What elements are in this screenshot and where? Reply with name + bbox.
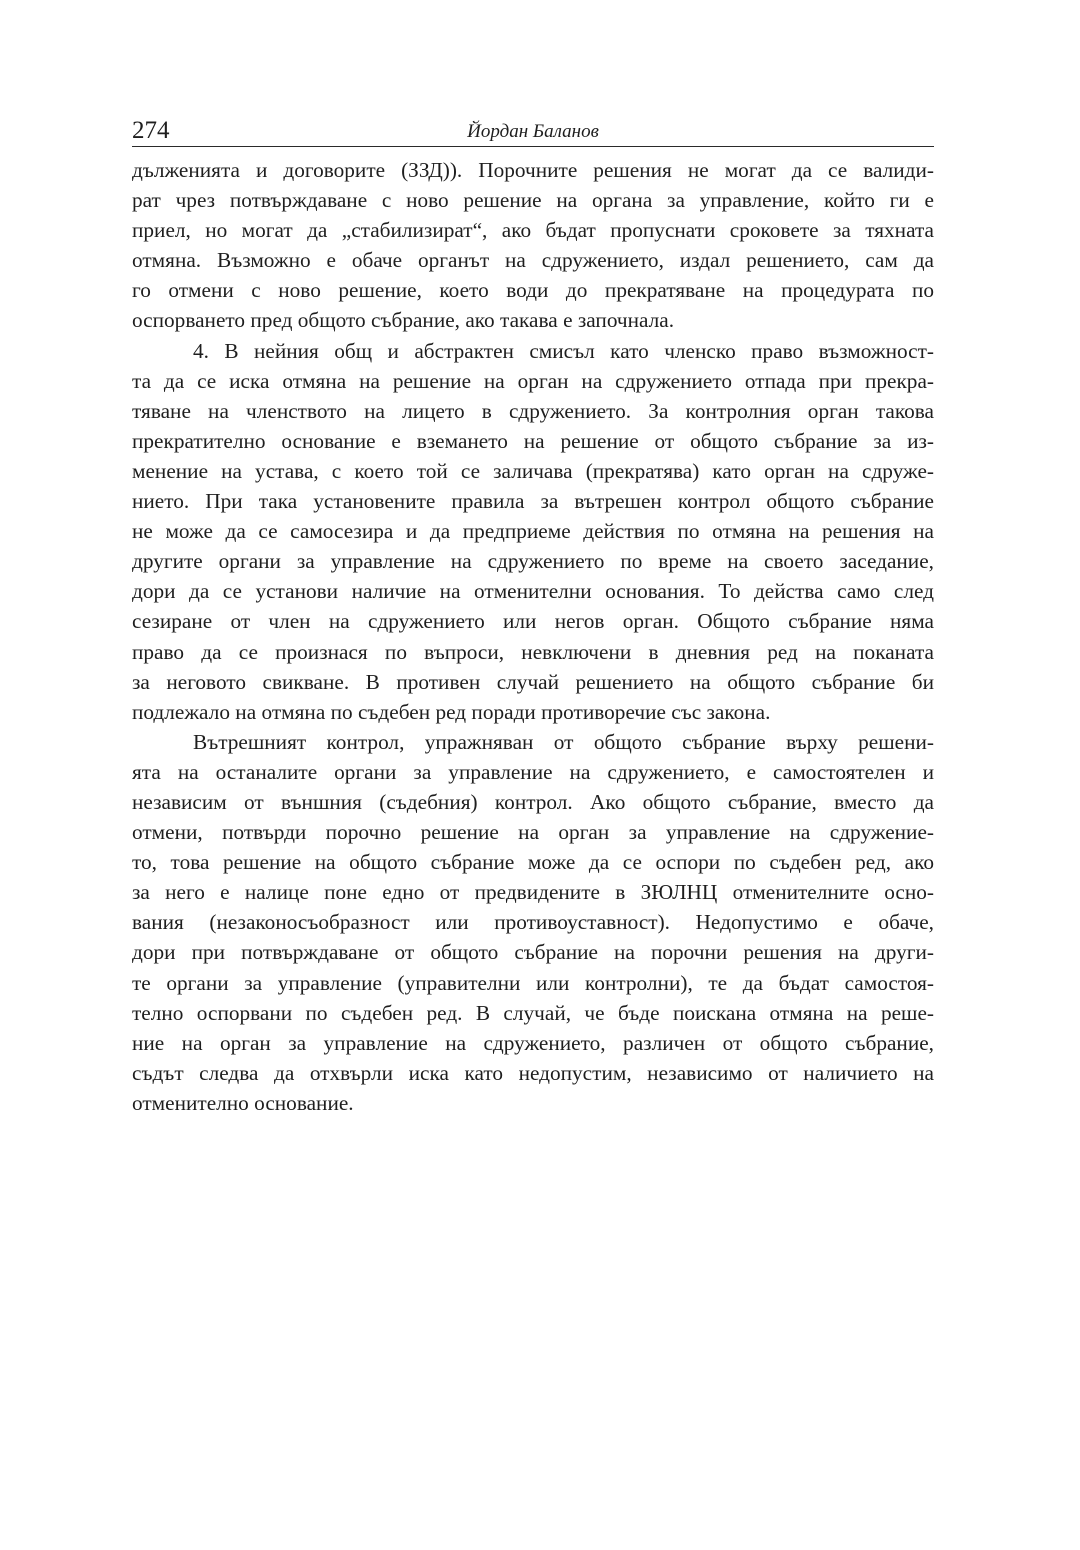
text-line: подлежало на отмяна по съдебен ред поради противоречие със закона. xyxy=(132,699,771,724)
text-line: за неговото свикване. В противен случай решението на общото събрание би xyxy=(132,669,934,694)
text-line: Вътрешният контрол, упражняван от общото събрание върху решени- xyxy=(193,729,934,754)
text-line: дори да се установи наличие на отменителни основания. То действа само след xyxy=(132,579,934,604)
paragraph xyxy=(132,727,934,1118)
running-header xyxy=(132,112,934,147)
text-line: ние на орган за управление на сдружението, различен от общото събрание, xyxy=(132,1030,934,1055)
text-line: отменително основание. xyxy=(132,1090,354,1115)
book-page xyxy=(132,112,934,1118)
text-line: дълженията и договорите (ЗЗД)). Порочните решения не могат да се валиди- xyxy=(132,158,934,182)
text-line: дори при потвърждаване от общото събрание на порочни решения на други- xyxy=(132,940,934,965)
text-line: то, това решение на общото събрание може да се оспори по съдебен ред, ако xyxy=(132,850,934,875)
body-text xyxy=(132,155,934,1118)
text-line: право да се произнася по въпроси, невключени в дневния ред на поканата xyxy=(132,639,934,664)
text-line: съдът следва да отхвърли иска като недопустим, независимо от наличието на xyxy=(132,1060,934,1085)
text-line: сезиране от член на сдружението или негов орган. Общото събрание няма xyxy=(132,609,934,634)
text-line: телно оспорвани по съдебен ред. В случай, че бъде поискана отмяна на реше- xyxy=(132,1000,934,1025)
text-line: го отмени с ново решение, което води до прекратяване на процедурата по xyxy=(132,278,934,303)
running-title: Йордан Баланов xyxy=(467,121,599,142)
text-line: та да се иска отмяна на решение на орган на сдружението отпада при прекра- xyxy=(132,368,934,393)
text-line: тяване на членството на лицето в сдружението. За контролния орган такова xyxy=(132,398,934,423)
text-line: менение на устава, с което той се заличава (прекратява) като орган на сдруже- xyxy=(132,458,934,483)
text-line: ята на останалите органи за управление на сдружението, е самостоятелен и xyxy=(132,759,934,784)
text-line: вания (незаконосъобразност или противоуставност). Недопустимо е обаче, xyxy=(132,910,934,935)
text-line: прекратително основание е вземането на решение от общото събрание за из- xyxy=(132,428,934,453)
text-line: независим от външния (съдебния) контрол. Ако общото събрание, вместо да xyxy=(132,789,934,814)
text-line: отмяна. Възможно е обаче органът на сдружението, издал решението, сам да xyxy=(132,248,934,273)
text-line: те органи за управление (управителни или контролни), те да бъдат самостоя- xyxy=(132,970,934,995)
text-line: отмени, потвърди порочно решение на орган за управление на сдружение- xyxy=(132,820,934,845)
text-line: нието. При така установените правила за вътрешен контрол общото събрание xyxy=(132,489,934,514)
text-line: 4. В нейния общ и абстрактен смисъл като членско право възможност- xyxy=(193,338,934,363)
text-line: рат чрез потвърждаване с ново решение на органа за управление, който ги е xyxy=(132,188,934,213)
page-number: 274 xyxy=(132,117,170,144)
text-line: другите органи за управление на сдружението по време на своето заседание, xyxy=(132,549,934,574)
text-line: приел, но могат да „стабилизират“, ако бъдат пропуснати сроковете за тяхната xyxy=(132,218,934,243)
paragraph xyxy=(132,155,934,336)
text-line: не може да се самосезира и да предприеме действия по отмяна на решения на xyxy=(132,519,934,544)
text-line: за него е налице поне едно от предвидените в ЗЮЛНЦ отменителните осно- xyxy=(132,880,934,905)
paragraph xyxy=(132,336,934,727)
text-line: оспорването пред общото събрание, ако такава е започнала. xyxy=(132,308,675,333)
